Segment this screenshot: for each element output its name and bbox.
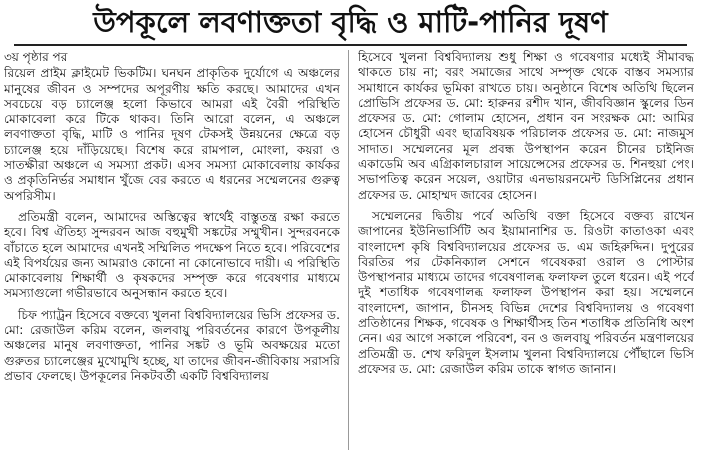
column-divider	[348, 50, 349, 450]
article-column-right	[358, 50, 694, 452]
paragraph: রিয়েল প্রাইম ক্লাইমেট ভিকটিম। ঘনঘন প্রাকৃতিক দুর্যোগে এ অঞ্চলের মানুষের জীবন ও সম্পদের অপূরণীয় ক্ষতি করছে। আমাদের এখন সবচেয়ে বড় চ্যালেঞ্জ হলো কিভাবে আমরা এই বৈরী পরিস্থিতি মোকাবেলা করে টিকে থাকব। তিনি আরো বলেন, এ অঞ্চলে লবণাক্ততা বৃদ্ধি, মাটি ও পানির দূষণ টেকসই উন্নয়নের ক্ষেত্রে বড় চ্যালেঞ্জ হয়ে দাঁড়িয়েছে। বিশেষ করে রামপাল, মোংলা, কয়রা ও সাতক্ষীরা অঞ্চলে এ সমস্যা প্রকট। এসব সমস্যা মোকাবেলায় কার্যকর ও প্রকৃতিনির্ভর সমাধান খুঁজে বের করতে এ ধরনের সম্মেলনের গুরুত্ব অপরিসীম।	[4, 66, 340, 203]
paragraph: প্রতিমন্ত্রী বলেন, আমাদের অস্তিত্বের স্বার্থেই বাস্তুতন্ত্র রক্ষা করতে হবে। বিশ্ব ঐতিহ্য সুন্দরবন আজ বহুমুখী সঙ্কটের সম্মুখীন। সুন্দরবনকে বাঁচাতে হলে আমাদের এখনই সম্মিলিত পদক্ষেপ নিতে হবে। পরিবেশের এই বিপর্যয়ের জন্য আমরাও কোনো না কোনোভাবে দায়ী। এ পরিস্থিতি মোকাবেলায় শিক্ষার্থী ও কৃষকদের সম্পৃক্ত করে গবেষণার মাধ্যমে সমস্যাগুলো গভীরভাবে অনুসন্ধান করতে হবে।	[4, 209, 340, 301]
paragraph: সম্মেলনের দ্বিতীয় পর্বে অতিথি বক্তা হিসেবে বক্তব্য রাখেন জাপানের ইউনিভার্সিটি অব ইয়ামানাশির ড. রিওটা কাতাওকা এবং বাংলাদেশ কৃষি বিশ্ববিদ্যালয়ের প্রফেসর ড. এম জহিরুদ্দিন। দুপুরের বিরতির পর টেকনিক্যাল সেশনে গবেষকরা ওরাল ও পোস্টার উপস্থাপনার মাধ্যমে তাদের গবেষণালব্ধ ফলাফল তুলে ধরেন। এই পর্বে দুই শতাধিক গবেষণালব্ধ ফলাফল উপস্থাপন করা হয়। সম্মেলনে বাংলাদেশ, জাপান, চীনসহ বিভিন্ন দেশের বিশ্ববিদ্যালয় ও গবেষণা প্রতিষ্ঠানের শিক্ষক, গবেষক ও শিক্ষার্থীসহ তিন শতাধিক প্রতিনিধি অংশ নেন। এর আগে সকালে পরিবেশ, বন ও জলবায়ু পরিবর্তন মন্ত্রণালয়ের প্রতিমন্ত্রী ড. শেখ ফরিদুল ইসলাম খুলনা বিশ্ববিদ্যালয়ে পৌঁছালে ভিসি প্রফেসর ড. মো: রেজাউল করিম তাকে স্বাগত জানান।	[358, 208, 694, 376]
paragraph: হিসেবে খুলনা বিশ্ববিদ্যালয় শুধু শিক্ষা ও গবেষণার মধ্যেই সীমাবদ্ধ থাকতে চায় না; বরং সমাজের সাথে সম্পৃক্ত থেকে বাস্তব সমস্যার সমাধানে কার্যকর ভূমিকা রাখতে চায়। অনুষ্ঠানে বিশেষ অতিথি ছিলেন প্রোভিসি প্রফেসর ড. মো: হারুনর রশীদ খান, জীববিজ্ঞান স্কুলের ডিন প্রফেসর ড. মো: গোলাম হোসেন, প্রধান বন সংরক্ষক মো: আমির হোসেন চৌধুরী এবং ছাত্রবিষয়ক পরিচালক প্রফেসর ড. মো: নাজমুস সাদাত। সম্মেলনের মূল প্রবন্ধ উপস্থাপন করেন চীনের চাইনিজ একাডেমি অব এগ্রিকালচারাল সায়েন্সেসের প্রফেসর ড. শিনহুয়া পেং। সভাপতিত্ব করেন সয়েল, ওয়াটার এনভায়রনমেন্ট ডিসিপ্লিনের প্রধান প্রফেসর ড. মোহাম্মদ জাবের হোসেন।	[358, 50, 694, 202]
headline-rule	[14, 44, 687, 46]
headline: উপকূলে লবণাক্ততা বৃদ্ধি ও মাটি-পানির দূষণ	[93, 5, 608, 39]
paragraph: চিফ প্যাট্রন হিসেবে বক্তব্যে খুলনা বিশ্ববিদ্যালয়ের ভিসি প্রফেসর ড. মো: রেজাউল করিম বলেন, জলবায়ু পরিবর্তনের কারণে উপকূলীয় অঞ্চলের মানুষ লবণাক্ততা, পানির সঙ্কট ও ভূমি অবক্ষয়ের মতো গুরুতর চ্যালেঞ্জের মুখোমুখি হচ্ছে, যা তাদের জীবন-জীবিকায় সরাসরি প্রভাব ফেলছে। উপকূলের নিকটবর্তী একটি বিশ্ববিদ্যালয়	[4, 307, 340, 383]
continued-from-label: ৩য় পৃষ্ঠার পর	[4, 50, 68, 64]
article-column-left	[4, 50, 340, 452]
